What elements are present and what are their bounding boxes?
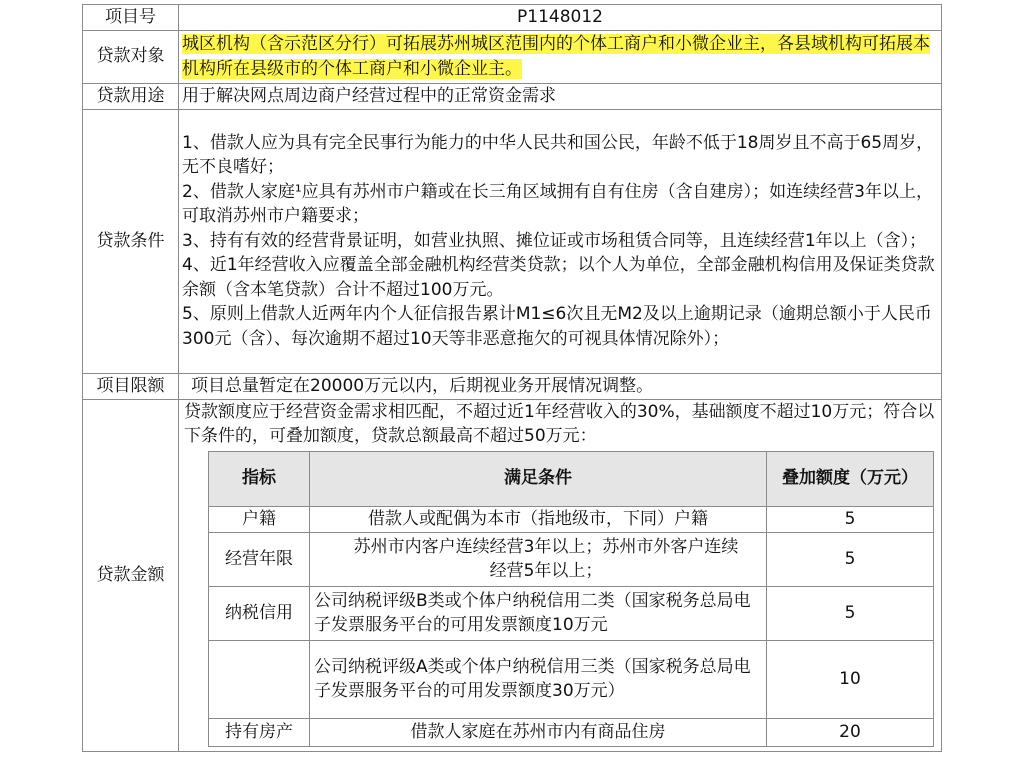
- condition-item-5: 5、原则上借款人近两年内个人征信报告累计M1≤6次且无M2及以上逾期记录（逾期总额小于人民币300元（含）、每次逾期不超过10天等非恶意拖欠的可视具体情况除外）；: [182, 304, 932, 349]
- condition-item-2: 2、借款人家庭¹应具有苏州市户籍或在长三角区域拥有自有住房（含自建房）；如连续经营3年以上，可取消苏州市户籍要求；: [182, 181, 933, 227]
- table-row: [209, 640, 934, 718]
- row-indicator: 持有房产: [209, 718, 310, 746]
- header-indicator: 指标: [209, 451, 310, 506]
- amount-cell: [179, 399, 942, 751]
- row-indicator: 纳税信用: [209, 586, 310, 640]
- row-amount-value: 5: [767, 532, 934, 586]
- limit-label: 项目限额: [83, 373, 179, 399]
- row-conditions: [83, 109, 942, 373]
- table-row: [209, 718, 934, 746]
- table-row: [209, 532, 934, 586]
- row-condition: 借款人家庭在苏州市内有商品住房: [310, 718, 767, 746]
- bonus-header-row: [209, 451, 934, 506]
- amount-intro: 贷款额度应于经营资金需求相匹配，不超过近1年经营收入的30%，基础额度不超过10万元；符合以下条件的，可叠加额度，贷款总额最高不超过50万元：: [184, 401, 935, 446]
- row-amount-value: 10: [767, 640, 934, 718]
- bonus-table: [208, 451, 934, 747]
- condition-item-4: 4、近1年经营收入应覆盖全部金融机构经营类贷款；以个人为单位，全部金融机构信用及保证类贷款余额（含本笔贷款）合计不超过100万元。: [182, 255, 935, 300]
- target-label: 贷款对象: [83, 30, 179, 83]
- project-no-value: P1148012: [179, 5, 942, 31]
- row-condition: 借款人或配偶为本市（指地级市，下同）户籍: [310, 506, 767, 532]
- limit-text: 项目总量暂定在20000万元以内，后期视业务开展情况调整。: [179, 373, 942, 399]
- project-no-label: 项目号: [83, 5, 179, 31]
- usage-label: 贷款用途: [83, 83, 179, 109]
- usage-text: 用于解决网点周边商户经营过程中的正常资金需求: [179, 83, 942, 109]
- condition-item-1: 1、借款人应为具有完全民事行为能力的中华人民共和国公民，年龄不低于18周岁且不高于65周岁，无不良嗜好；: [182, 132, 934, 178]
- conditions-label: 贷款条件: [83, 109, 179, 373]
- row-amount: [83, 399, 942, 751]
- header-amount: 叠加额度（万元）: [767, 451, 934, 506]
- table-row: [209, 506, 934, 532]
- row-indicator: 经营年限: [209, 532, 310, 586]
- target-cell: [179, 30, 942, 83]
- row-condition: 公司纳税评级B类或个体户纳税信用二类（国家税务总局电子发票服务平台的可用发票额度10万元: [310, 586, 767, 640]
- row-amount-value: 20: [767, 718, 934, 746]
- loan-product-table: [82, 4, 942, 752]
- amount-label: 贷款金额: [83, 399, 179, 751]
- row-project-no: [83, 5, 942, 31]
- row-condition: 公司纳税评级A类或个体户纳税信用三类（国家税务总局电子发票服务平台的可用发票额度30万元）: [310, 640, 767, 718]
- row-indicator: 户籍: [209, 506, 310, 532]
- row-indicator: [209, 640, 310, 718]
- target-text: 城区机构（含示范区分行）可拓展苏州城区范围内的个体工商户和小微企业主，各县域机构可拓展本机构所在县级市的个体工商户和小微企业主。: [182, 34, 930, 79]
- conditions-cell: [179, 109, 942, 373]
- row-usage: [83, 83, 942, 109]
- header-condition: 满足条件: [310, 451, 767, 506]
- table-row: [209, 586, 934, 640]
- row-condition: 苏州市内客户连续经营3年以上；苏州市外客户连续经营5年以上；: [310, 532, 767, 586]
- condition-item-3: 3、持有有效的经营背景证明，如营业执照、摊位证或市场租赁合同等，且连续经营1年以上（含）；: [182, 230, 927, 251]
- row-amount-value: 5: [767, 586, 934, 640]
- row-target: [83, 30, 942, 83]
- row-limit: [83, 373, 942, 399]
- row-amount-value: 5: [767, 506, 934, 532]
